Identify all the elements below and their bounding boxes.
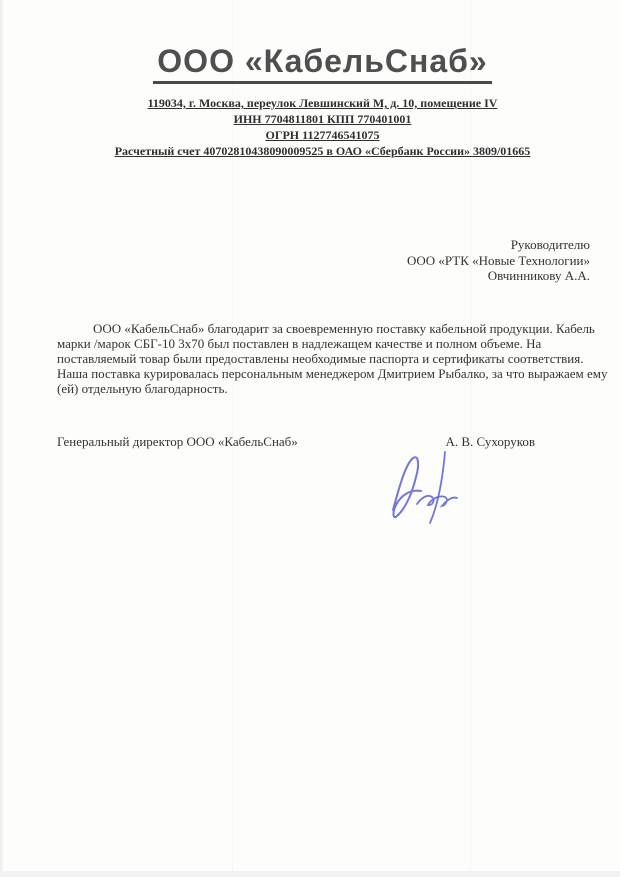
letterhead bbox=[40, 44, 605, 84]
recipient-person: Овчинникову А.А. bbox=[487, 268, 590, 283]
recipient-company: ООО «РТК «Новые Технологии» bbox=[406, 252, 590, 268]
handwritten-signature-ink bbox=[383, 450, 471, 530]
body-line: ООО «КабельСнаб» благодарит за своевременную поставку кабельной продукции. Кабель bbox=[93, 321, 595, 336]
letter-body bbox=[57, 321, 608, 396]
signature-row bbox=[57, 434, 535, 449]
company-ogrn-line: ОГРН 1127746541075 bbox=[265, 128, 380, 142]
body-line: Наша поставка курировалась персональным менеджером Дмитрием Рыбалко, за что выражаем ему bbox=[57, 366, 608, 381]
body-line: марки /марок СБГ-10 3х70 был поставлен в надлежащем качестве и полном объеме. На bbox=[57, 336, 542, 351]
signature-stroke-tail bbox=[430, 452, 445, 523]
signer-position: Генеральный директор ООО «КабельСнаб» bbox=[57, 434, 298, 449]
recipient-block bbox=[407, 237, 590, 284]
scan-bottom-strip bbox=[0, 871, 620, 877]
signature-stroke-a bbox=[393, 457, 421, 517]
company-inn-kpp-line: ИНН 7704811801 КПП 770401001 bbox=[233, 112, 412, 126]
scan-edge-shade bbox=[0, 0, 4, 877]
signer-name: А. В. Сухоруков bbox=[445, 434, 535, 449]
company-name-title: ООО «КабельСнаб» bbox=[153, 44, 491, 84]
company-details bbox=[40, 95, 605, 159]
body-line: поставляемый товар были предоставлены необходимые паспорта и сертификаты соответствия. bbox=[57, 351, 584, 366]
body-line: (ей) отдельную благодарность. bbox=[57, 381, 228, 396]
company-address-line: 119034, г. Москва, переулок Левшинский М, д. 10, помещение IV bbox=[147, 96, 498, 110]
company-bank-account-line: Расчетный счет 40702810438090009525 в ОАО «Сбербанк России» 3809/01665 bbox=[114, 144, 531, 158]
recipient-title: Руководителю bbox=[510, 237, 590, 252]
